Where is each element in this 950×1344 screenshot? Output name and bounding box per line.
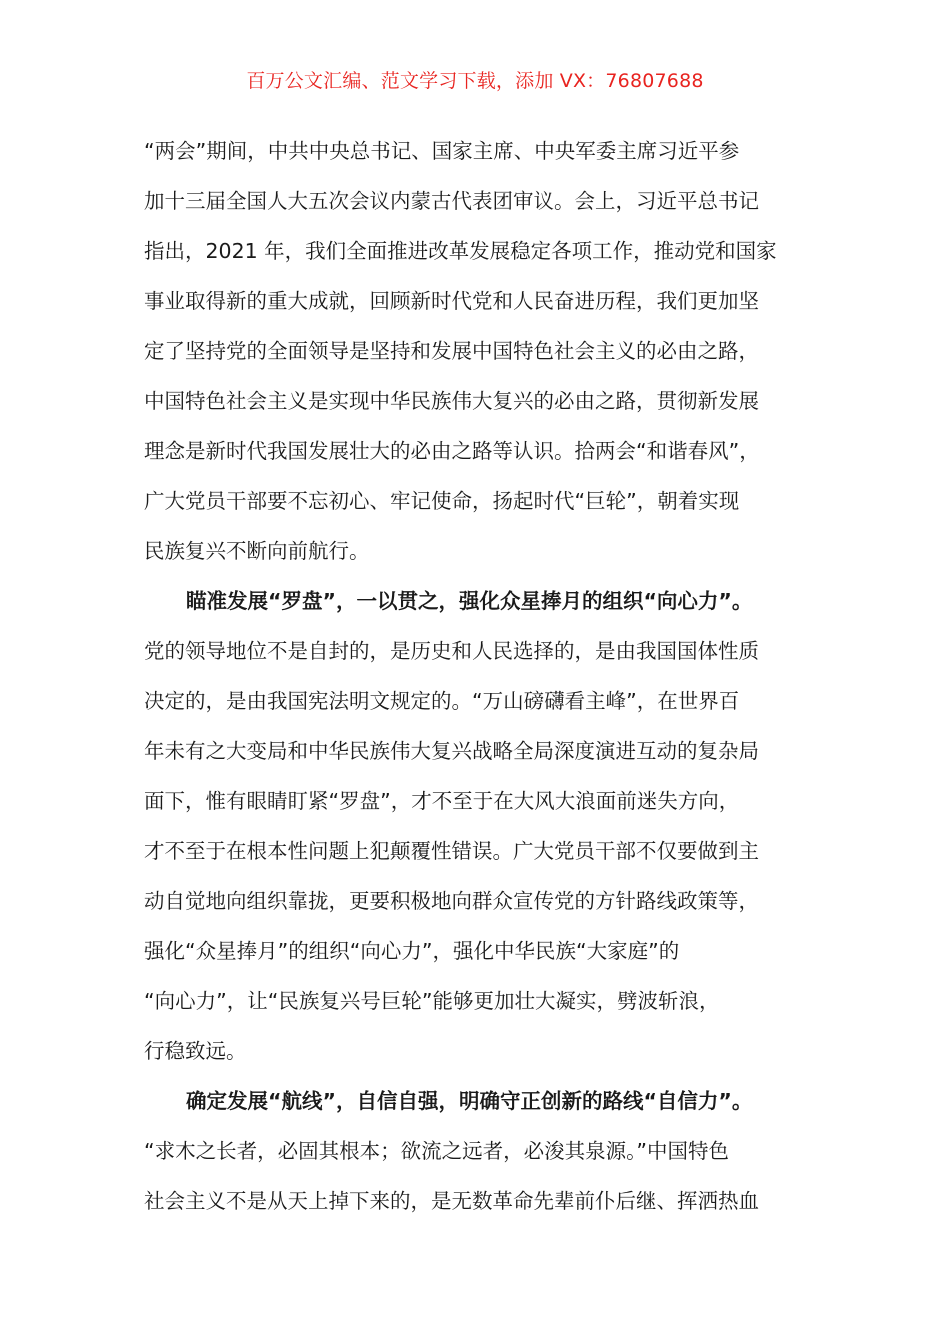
text-line: 中国特色社会主义是实现中华民族伟大复兴的必由之路，贯彻新发展 [144,389,759,413]
text-line: 理念是新时代我国发展壮大的必由之路等认识。拾两会“和谐春风”， [144,439,760,463]
header-banner: 百万公文汇编、范文学习下载，添加 VX：76807688 [246,70,704,92]
text-line: 事业取得新的重大成就，回顾新时代党和人民奋进历程，我们更加坚 [144,289,759,313]
text-line: “向心力”，让“民族复兴号巨轮”能够更加壮大凝实，劈波斩浪， [144,989,720,1013]
text-line: 决定的，是由我国宪法明文规定的。“万山磅礴看主峰”，在世界百 [144,689,740,713]
text-line: 动自觉地向组织靠拢，更要积极地向群众宣传党的方针路线政策等， [144,889,759,913]
paragraph-intro [144,126,806,576]
section-heading: 瞄准发展“罗盘”，一以贯之，强化众星捧月的组织“向心力”。 [186,589,753,613]
paragraph-section-2 [144,1076,806,1226]
text-line: 加十三届全国人大五次会议内蒙古代表团审议。会上，习近平总书记 [144,189,759,213]
document-body [144,126,806,1226]
text-line: 定了坚持党的全面领导是坚持和发展中国特色社会主义的必由之路， [144,339,759,363]
text-line: 才不至于在根本性问题上犯颠覆性错误。广大党员干部不仅要做到主 [144,839,759,863]
text-line: “两会”期间，中共中央总书记、国家主席、中央军委主席习近平参 [144,139,740,163]
text-line: “求木之长者，必固其根本；欲流之远者，必浚其泉源。”中国特色 [144,1139,729,1163]
text-line: 年未有之大变局和中华民族伟大复兴战略全局深度演进互动的复杂局 [144,739,759,763]
paragraph-section-1 [144,576,806,1076]
text-line: 党的领导地位不是自封的，是历史和人民选择的，是由我国国体性质 [144,639,759,663]
text-line: 广大党员干部要不忘初心、牢记使命，扬起时代“巨轮”，朝着实现 [144,489,740,513]
section-heading: 确定发展“航线”，自信自强，明确守正创新的路线“自信力”。 [186,1089,753,1113]
text-line: 强化“众星捧月”的组织“向心力”，强化中华民族“大家庭”的 [144,939,680,963]
text-line: 民族复兴不断向前航行。 [144,539,370,563]
text-line: 社会主义不是从天上掉下来的，是无数革命先辈前仆后继、挥洒热血 [144,1189,759,1213]
text-line: 面下，惟有眼睛盯紧“罗盘”，才不至于在大风大浪面前迷失方向， [144,789,740,813]
text-line: 指出，2021 年，我们全面推进改革发展稳定各项工作，推动党和国家 [144,239,777,263]
text-line: 行稳致远。 [144,1039,247,1063]
